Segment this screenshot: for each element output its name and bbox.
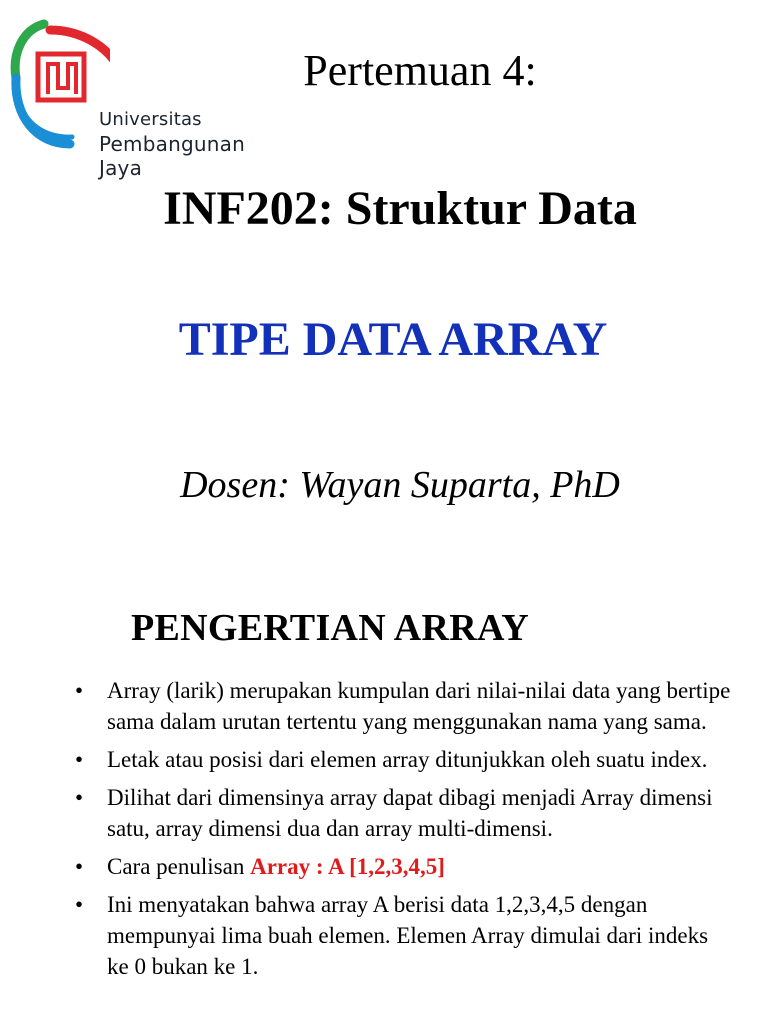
list-item-text: Cara penulisan — [107, 854, 251, 879]
list-item — [72, 782, 732, 844]
list-item-text: Letak atau posisi dari elemen array ditunjukkan oleh suatu index. — [107, 747, 708, 772]
slide-definition — [0, 576, 768, 1024]
list-item-text: Dilihat dari dimensinya array dapat dibagi menjadi Array dimensi satu, array dimensi dua dan array multi-dimensi. — [107, 785, 713, 841]
list-item-text: Array (larik) merupakan kumpulan dari nilai-nilai data yang bertipe sama dalam urutan tertentu yang menggunakan nama yang sama. — [107, 678, 731, 734]
list-item — [72, 851, 732, 882]
array-syntax-example: Array : A [1,2,3,4,5] — [250, 854, 445, 879]
bullet-icon: • — [75, 892, 84, 917]
logo-text-universitas: Universitas — [99, 109, 202, 130]
topic-title: TIPE DATA ARRAY — [178, 313, 608, 366]
meeting-number: Pertemuan 4: — [303, 46, 537, 95]
course-title: INF202: Struktur Data — [163, 182, 637, 235]
logo-text-university-name: Pembangunan Jaya — [99, 132, 245, 180]
lecturer-name: Dosen: Wayan Suparta, PhD — [180, 464, 620, 506]
bullet-icon: • — [75, 785, 84, 810]
section-heading: PENGERTIAN ARRAY — [131, 607, 529, 649]
bullet-list — [72, 675, 732, 989]
list-item — [72, 744, 732, 775]
list-item — [72, 675, 732, 737]
bullet-icon: • — [75, 854, 84, 879]
bullet-icon: • — [75, 678, 84, 703]
list-item — [72, 889, 732, 982]
bullet-icon: • — [75, 747, 84, 772]
list-item-text: Ini menyatakan bahwa array A berisi data 1,2,3,4,5 dengan mempunyai lima buah elemen. Elemen Array dimulai dari indeks ke 0 bukan ke 1. — [107, 892, 709, 979]
